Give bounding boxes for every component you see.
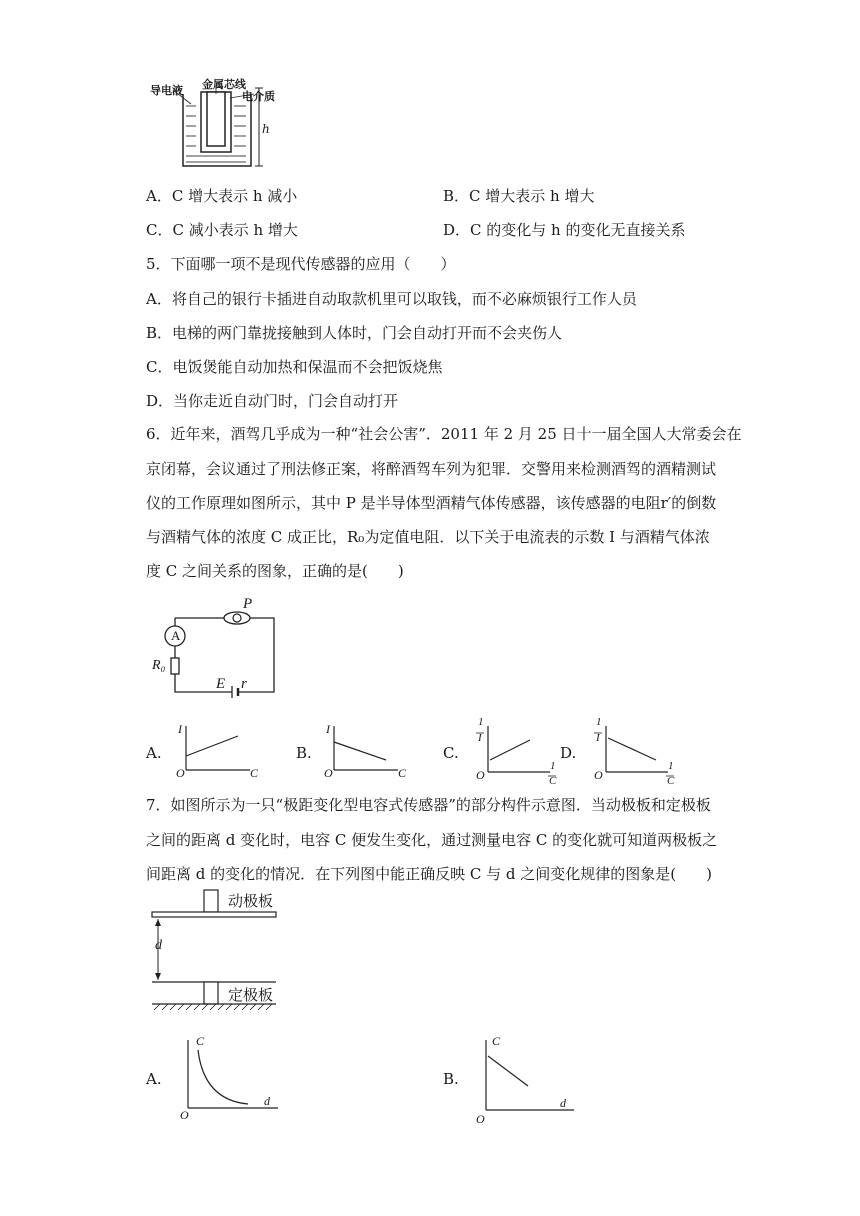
q5-option-a: A．将自己的银行卡插进自动取款机里可以取钱，而不必麻烦银行工作人员 (146, 290, 637, 308)
q6-graph-c-i-den: I (478, 732, 482, 744)
q5-option-c: C．电饭煲能自动加热和保温而不会把饭烧焦 (146, 358, 443, 376)
q6-graph-d-c-den: C (667, 775, 675, 787)
q7-graph-b-origin: O (476, 1112, 485, 1126)
q6-graph-d-origin: O (594, 768, 603, 782)
q7-option-a-label: A. (146, 1070, 162, 1088)
q7-graph-b-axis-c: C (492, 1034, 501, 1048)
q6-stem-line5: 度 C 之间关系的图象，正确的是( ) (146, 562, 404, 580)
q6-graph-b (318, 722, 408, 782)
q6-graph-d-i-num: 1 (596, 716, 602, 728)
q4-figure (146, 76, 276, 176)
q6-graph-d-i-den: I (596, 732, 600, 744)
q4-label-h: h (262, 122, 270, 136)
q5-option-b: B．电梯的两门靠拢接触到人体时，门会自动打开而不会夹伤人 (146, 324, 563, 342)
q6-option-c-label: C. (443, 744, 459, 762)
q6-internal-resistance-label: r (241, 676, 247, 692)
q6-option-d-label: D. (560, 744, 577, 762)
q4-option-a: A．C 增大表示 h 减小 (146, 187, 298, 205)
q6-emf-label: E (216, 676, 226, 692)
q6-graph-c (468, 718, 568, 786)
q7-figure (146, 886, 286, 1016)
q6-stem-line4: 与酒精气体的浓度 C 成正比，R₀为定值电阻．以下关于电流表的示数 I 与酒精气体浓 (146, 528, 710, 546)
q6-circuit (146, 596, 286, 706)
q6-graph-a (170, 722, 260, 782)
q7-graph-a-origin: O (180, 1108, 189, 1122)
q7-graph-a (174, 1034, 284, 1124)
q7-stem-line1: 7．如图所示为一只“极距变化型电容式传感器”的部分构件示意图．当动极板和定极板 (146, 796, 711, 814)
q4-label-core: 金属芯线 (202, 78, 246, 91)
q7-moving-plate-label: 动极板 (228, 892, 274, 910)
q6-graph-a-axis-i: I (178, 722, 182, 736)
q6-graph-a-axis-c: C (250, 766, 259, 780)
q4-option-c: C．C 减小表示 h 增大 (146, 221, 298, 239)
q7-option-b-label: B. (443, 1070, 459, 1088)
q6-option-b-label: B. (296, 744, 312, 762)
q6-stem-line1: 6．近年来，酒驾几乎成为一种“社会公害”．2011 年 2 月 25 日十一届全国人大常委会在 (146, 425, 742, 443)
q4-option-d: D．C 的变化与 h 的变化无直接关系 (443, 221, 686, 239)
q7-graph-a-axis-c: C (196, 1034, 205, 1048)
q7-graph-b-axis-d: d (560, 1096, 566, 1110)
q6-graph-a-origin: O (176, 766, 185, 780)
q6-graph-c-c-num: 1 (550, 760, 556, 772)
q7-stem-line3: 间距离 d 的变化的情况．在下列图中能正确反映 C 与 d 之间变化规律的图象是( ) (146, 865, 712, 883)
q6-stem-line2: 京闭幕，会议通过了刑法修正案，将醉酒驾车列为犯罪．交警用来检测酒驾的酒精测试 (146, 460, 717, 478)
q6-graph-c-origin: O (476, 768, 485, 782)
q6-sensor-label: P (243, 596, 253, 612)
q6-ammeter-symbol: A (171, 628, 181, 643)
q6-option-a-label: A. (146, 744, 162, 762)
q6-graph-d-c-num: 1 (668, 760, 674, 772)
q6-graph-b-axis-i: I (326, 722, 330, 736)
q7-fixed-plate-label: 定极板 (228, 986, 274, 1004)
q6-graph-d (586, 718, 686, 786)
q6-stem-line3: 仪的工作原理如图所示，其中 P 是半导体型酒精气体传感器，该传感器的电阻r′的倒数 (146, 494, 717, 512)
q6-graph-c-c-den: C (549, 775, 557, 787)
q5-option-d: D．当你走近自动门时，门会自动打开 (146, 392, 399, 410)
q6-graph-b-origin: O (324, 766, 333, 780)
q7-d-label: d (155, 938, 162, 953)
q7-stem-line2: 之间的距离 d 变化时，电容 C 便发生变化，通过测量电容 C 的变化就可知道两极板之 (146, 831, 718, 849)
q7-graph-a-axis-d: d (264, 1094, 270, 1108)
q4-label-dielectric: 电介质 (242, 90, 275, 103)
q6-graph-b-axis-c: C (398, 766, 407, 780)
q6-graph-c-i-num: 1 (478, 716, 484, 728)
q4-label-liquid: 导电液 (150, 84, 183, 97)
q7-graph-b (470, 1034, 580, 1124)
q5-stem: 5．下面哪一项不是现代传感器的应用（ ） (146, 255, 456, 273)
q4-option-b: B．C 增大表示 h 增大 (443, 187, 595, 205)
q6-resistor-label: R₀ (152, 658, 166, 673)
